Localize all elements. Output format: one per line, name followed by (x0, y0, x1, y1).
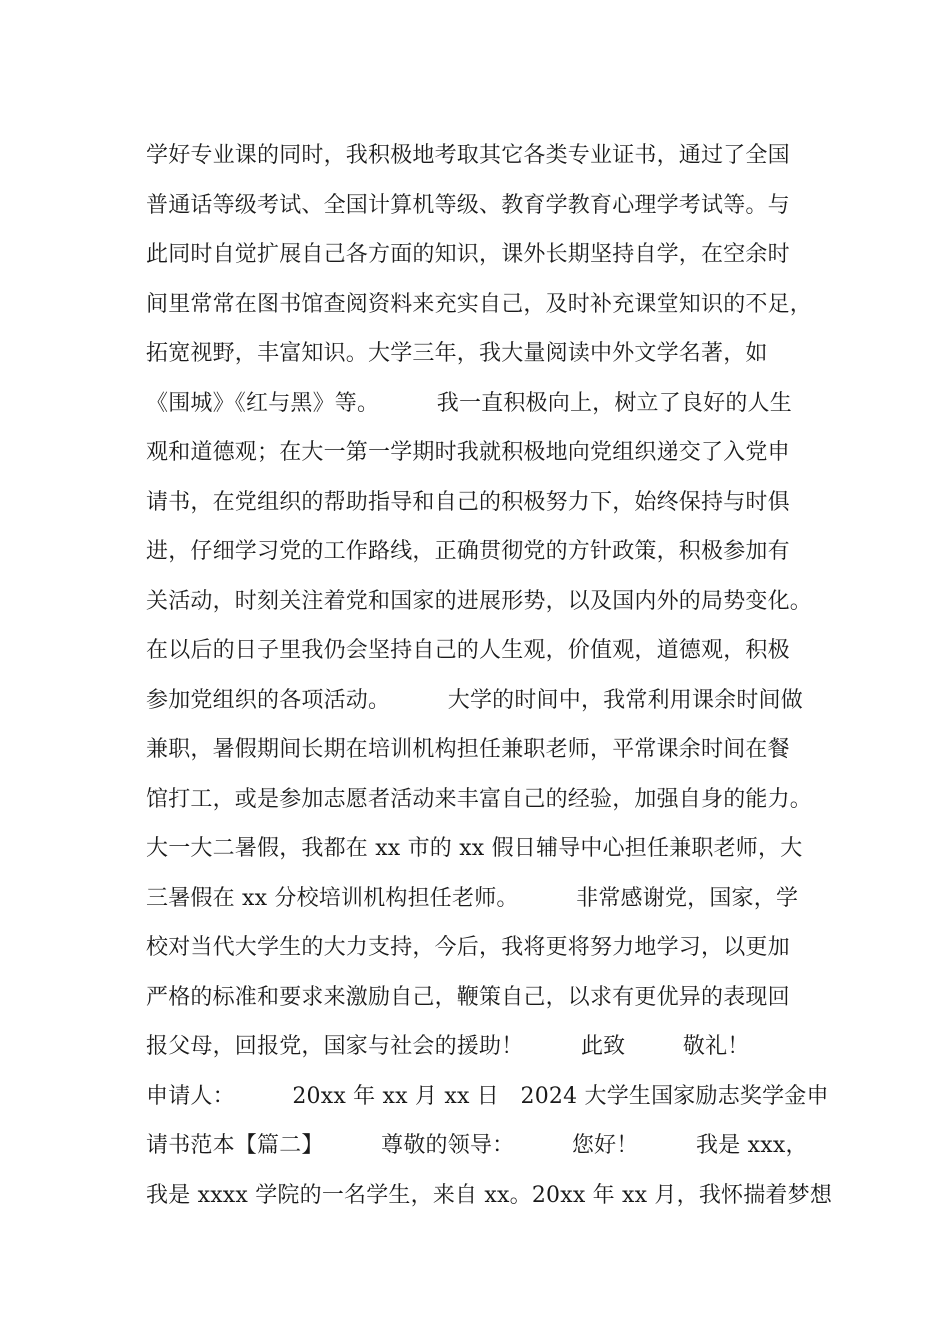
text-line: 严格的标准和要求来激励自己，鞭策自己，以求有更优异的表现回 (146, 984, 790, 1010)
text-line: 参加党组织的各项活动。 大学的时间中，我常利用课余时间做 (146, 687, 803, 713)
body-text (146, 131, 833, 1220)
text-line: 报父母，回报党，国家与社会的援助！ 此致 敬礼！ (146, 1034, 750, 1059)
text-line: 校对当代大学生的大力支持，今后，我将更将努力地学习，以更加 (146, 935, 790, 960)
text-line: 请书范本【篇二】 尊敬的领导： 您好！ 我是 xxx， (146, 1133, 808, 1158)
text-line: 三暑假在 xx 分校培训机构担任老师。 非常感谢党，国家，学 (146, 885, 799, 911)
text-line: 《围城》《红与黑》等。 我一直积极向上，树立了良好的人生 (146, 390, 792, 416)
text-line: 馆打工，或是参加志愿者活动来丰富自己的经验，加强自身的能力。 (146, 786, 813, 812)
text-line: 兼职，暑假期间长期在培训机构担任兼职老师，平常课余时间在餐 (146, 737, 790, 762)
text-line: 间里常常在图书馆查阅资料来充实自己，及时补充课堂知识的不足， (146, 291, 813, 317)
text-line: 此同时自觉扩展自己各方面的知识，课外长期坚持自学，在空余时 (146, 242, 790, 267)
text-line: 在以后的日子里我仍会坚持自己的人生观，价值观，道德观，积极 (146, 638, 790, 663)
text-line: 观和道德观；在大一第一学期时我就积极地向党组织递交了入党申 (146, 440, 790, 465)
text-line: 我是 xxxx 学院的一名学生，来自 xx。20xx 年 xx 月，我怀揣着梦想 (146, 1182, 833, 1208)
text-line: 关活动，时刻关注着党和国家的进展形势，以及国内外的局势变化。 (146, 588, 813, 614)
text-line: 拓宽视野，丰富知识。大学三年，我大量阅读中外文学名著，如 (146, 341, 768, 366)
text-line: 大一大二暑假，我都在 xx 市的 xx 假日辅导中心担任兼职老师，大 (146, 836, 803, 861)
text-line: 进，仔细学习党的工作路线，正确贯彻党的方针政策，积极参加有 (146, 539, 790, 564)
text-line: 申请人： 20xx 年 xx 月 xx 日 2024 大学生国家励志奖学金申 (146, 1083, 829, 1109)
text-line: 普通话等级考试、全国计算机等级、教育学教育心理学考试等。与 (146, 192, 790, 218)
text-line: 请书，在党组织的帮助指导和自己的积极努力下，始终保持与时俱 (146, 489, 790, 515)
text-line: 学好专业课的同时，我积极地考取其它各类专业证书，通过了全国 (146, 143, 790, 168)
